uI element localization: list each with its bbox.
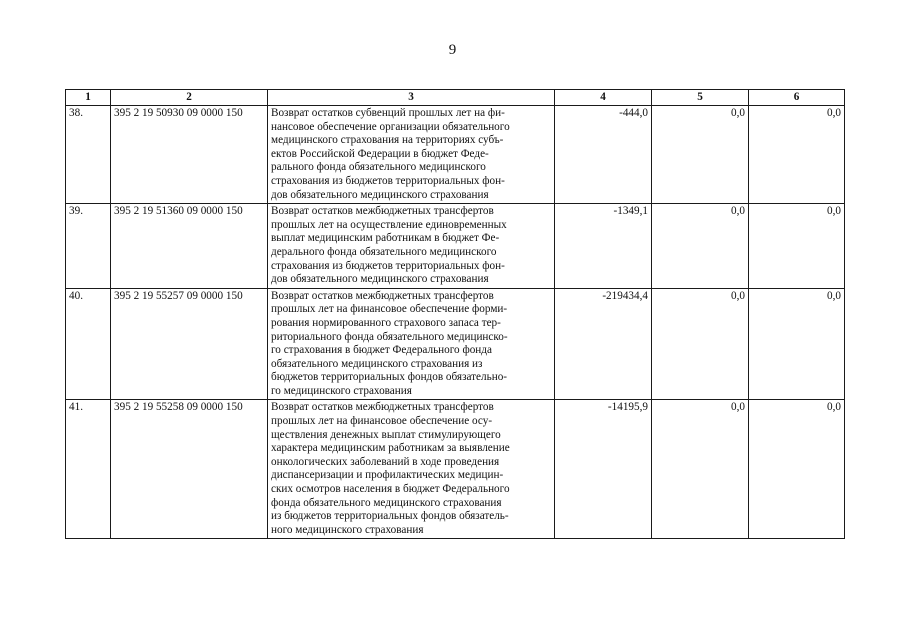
- description-line: дов обязательного медицинского страхования: [271, 273, 489, 286]
- table-row: [66, 106, 845, 204]
- description: [268, 400, 555, 539]
- description-line: прошлых лет на финансовое обеспечение осу-: [271, 415, 493, 428]
- description-line: ществления денежных выплат стимулирующего: [271, 428, 501, 441]
- description-line: бюджетов территориальных фондов обязательно-: [271, 371, 508, 384]
- description: [268, 204, 555, 289]
- value-col6: 0,0: [749, 204, 845, 289]
- value-col6: 0,0: [749, 106, 845, 204]
- column-header: 5: [652, 90, 749, 106]
- description-line: страхования из бюджетов территориальных фон-: [271, 174, 505, 187]
- table-row: [66, 288, 845, 400]
- description-line: онкологических заболеваний в ходе проведения: [271, 455, 500, 468]
- description-line: из бюджетов территориальных фондов обязатель-: [271, 510, 509, 523]
- description-line: прошлых лет на финансовое обеспечение форми-: [271, 303, 508, 316]
- budget-code: 395 2 19 55258 09 0000 150: [111, 400, 268, 539]
- value-col5: 0,0: [652, 106, 749, 204]
- value-col4: -14195,9: [555, 400, 652, 539]
- column-header: 4: [555, 90, 652, 106]
- description-line: рального фонда обязательного медицинского: [271, 161, 486, 174]
- page-number: 9: [448, 42, 457, 58]
- row-number: 38.: [66, 106, 111, 204]
- description-line: дерального фонда обязательного медицинского: [271, 245, 497, 258]
- budget-code: 395 2 19 55257 09 0000 150: [111, 288, 268, 400]
- value-col5: 0,0: [652, 204, 749, 289]
- value-col6: 0,0: [749, 400, 845, 539]
- description-line: выплат медицинским работникам в бюджет Фе-: [271, 232, 500, 245]
- description-line: нансовое обеспечение организации обязательного: [271, 120, 510, 133]
- value-col6: 0,0: [749, 288, 845, 400]
- table-row: [66, 400, 845, 539]
- description-line: дов обязательного медицинского страхования: [271, 188, 489, 201]
- column-header: 3: [268, 90, 555, 106]
- value-col5: 0,0: [652, 400, 749, 539]
- description-line: характера медицинским работникам за выявление: [271, 442, 510, 455]
- description-line: страхования из бюджетов территориальных фон-: [271, 259, 505, 272]
- description-line: Возврат остатков межбюджетных трансфертов: [271, 205, 494, 218]
- description: [268, 106, 555, 204]
- row-number: 39.: [66, 204, 111, 289]
- value-col5: 0,0: [652, 288, 749, 400]
- budget-code: 395 2 19 51360 09 0000 150: [111, 204, 268, 289]
- description-line: ских осмотров населения в бюджет Федерального: [271, 483, 510, 496]
- column-header: 6: [749, 90, 845, 106]
- description-line: Возврат остатков субвенций прошлых лет на фи-: [271, 107, 505, 119]
- budget-table: [65, 89, 845, 539]
- description-line: го медицинского страхования: [271, 384, 412, 397]
- description-line: Возврат остатков межбюджетных трансфертов: [271, 289, 494, 302]
- description-line: ного медицинского страхования: [271, 523, 424, 536]
- description-line: ектов Российской Федерации в бюджет Феде-: [271, 147, 489, 160]
- description-line: Возврат остатков межбюджетных трансфертов: [271, 401, 494, 414]
- column-header: 1: [66, 90, 111, 106]
- description: [268, 288, 555, 400]
- budget-code: 395 2 19 50930 09 0000 150: [111, 106, 268, 204]
- description-line: диспансеризации и профилактических медицин-: [271, 469, 504, 482]
- row-number: 40.: [66, 288, 111, 400]
- description-line: прошлых лет на осуществление единовременных: [271, 218, 507, 231]
- row-number: 41.: [66, 400, 111, 539]
- value-col4: -219434,4: [555, 288, 652, 400]
- description-line: обязательного медицинского страхования из: [271, 357, 483, 370]
- table-row: [66, 204, 845, 289]
- description-line: фонда обязательного медицинского страхования: [271, 496, 502, 509]
- description-line: го страхования в бюджет Федерального фонда: [271, 344, 492, 357]
- description-line: риториального фонда обязательного медицинско-: [271, 330, 508, 343]
- description-line: рования нормированного страхового запаса тер-: [271, 316, 501, 329]
- value-col4: -444,0: [555, 106, 652, 204]
- description-line: медицинского страхования на территориях субъ-: [271, 134, 504, 147]
- header-row: [66, 90, 845, 106]
- column-header: 2: [111, 90, 268, 106]
- value-col4: -1349,1: [555, 204, 652, 289]
